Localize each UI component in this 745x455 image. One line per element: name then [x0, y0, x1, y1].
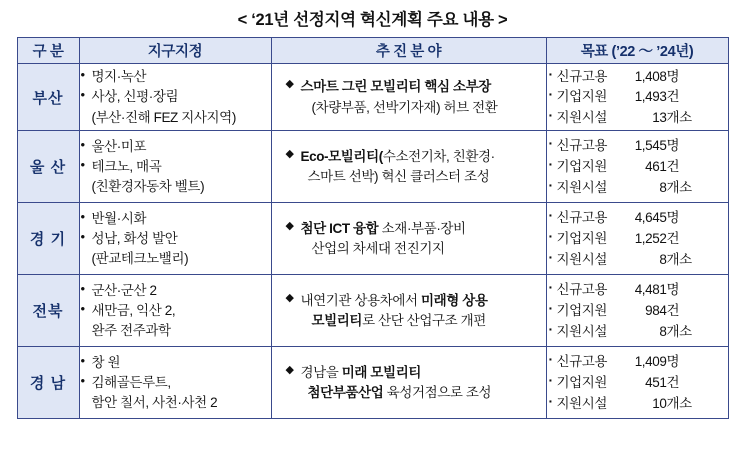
table-row: [17, 64, 728, 131]
goal-label: 지원시설: [556, 110, 608, 126]
list-item: 산업의 차세대 전진기지: [311, 241, 445, 256]
goal-unit: 명: [666, 138, 680, 154]
list-item: (판교테크노밸리): [91, 251, 189, 267]
goal-value: 1,493: [634, 89, 667, 105]
list-item: [547, 301, 728, 320]
goal-unit: 개소: [666, 395, 692, 411]
goal-cell: [546, 131, 728, 203]
list-item: [547, 352, 728, 371]
plan-list: [286, 291, 546, 330]
table-row: [17, 131, 728, 203]
column-header-goal: 목표 (’22 ～ ’24년): [546, 38, 728, 64]
goal-label: 지원시설: [556, 179, 608, 195]
goal-unit: 명: [666, 210, 680, 226]
list-item: [547, 157, 728, 176]
list-item: [286, 219, 546, 238]
plan-text: 내연기관 상용차에서: [300, 292, 421, 308]
table-row: [17, 275, 728, 347]
list-item: [547, 108, 728, 127]
region-cell: 부산: [17, 64, 79, 131]
plan-text-bold: 모빌리티: [311, 313, 363, 328]
list-item: [286, 77, 546, 96]
column-header-field: 추 진 분 야: [271, 38, 546, 64]
goal-list: [547, 280, 728, 340]
goal-value: 8: [659, 323, 667, 339]
goal-unit: 건: [666, 158, 680, 174]
plan-text-bold: 스마트 그린 모빌리티 핵심 소부장: [300, 79, 491, 95]
list-item: [547, 67, 728, 86]
district-cell: [79, 64, 271, 131]
goal-unit: 개소: [666, 251, 692, 267]
goal-value: 13: [652, 110, 667, 126]
goal-list: [547, 208, 728, 268]
column-header-district: 지구지정: [79, 38, 271, 64]
goal-label: 기업지원: [556, 230, 608, 246]
field-cell: [271, 347, 546, 419]
goal-label: 기업지원: [556, 158, 608, 174]
plan-text-bold: 미래 모빌리티: [341, 364, 421, 380]
list-item: • 울산·미포: [80, 137, 271, 156]
list-item: (부산·진해 FEZ 지사지역): [91, 109, 236, 125]
district-list: [80, 137, 271, 196]
goal-cell: [546, 275, 728, 347]
region-cell: 전북: [17, 275, 79, 347]
plan-text-bold: 첨단부품산업: [307, 385, 384, 400]
goal-value: 8: [659, 179, 667, 195]
list-item: [286, 311, 546, 330]
goal-unit: 개소: [666, 323, 692, 339]
list-item: [547, 394, 728, 413]
plan-text: 경남을: [300, 364, 342, 380]
list-item: [547, 208, 728, 227]
list-item: • 군산·군산 2: [80, 281, 271, 300]
field-cell: [271, 131, 546, 203]
district-cell: [79, 347, 271, 419]
goal-unit: 명: [666, 68, 680, 84]
plan-text: 소재·부품·장비: [378, 220, 466, 236]
goal-cell: [546, 64, 728, 131]
goal-value: 461: [645, 158, 667, 174]
list-item: • 테크노, 매곡: [80, 157, 271, 176]
plan-text-bold: Eco-모빌리티(: [300, 148, 383, 164]
district-list: [80, 67, 271, 126]
goal-unit: 건: [666, 89, 680, 105]
goal-unit: 개소: [666, 110, 692, 126]
list-item: [286, 147, 546, 166]
list-item: • 창 원: [80, 353, 271, 372]
plan-text-bold: 미래형 상용: [420, 292, 488, 308]
goal-unit: 명: [666, 354, 680, 370]
goal-value: 1,408: [634, 68, 667, 84]
goal-list: [547, 136, 728, 196]
table-row: [17, 203, 728, 275]
list-item: • 반월·시화: [80, 209, 271, 228]
region-cell: 경 남: [17, 347, 79, 419]
list-item: [547, 87, 728, 106]
goal-label: 기업지원: [556, 302, 608, 318]
goal-unit: 개소: [666, 179, 692, 195]
list-item: [286, 363, 546, 382]
goal-list: [547, 352, 728, 412]
list-item: [286, 383, 546, 402]
goal-label: 신규고용: [556, 68, 608, 84]
district-cell: [79, 131, 271, 203]
district-list: [80, 353, 271, 412]
field-cell: [271, 64, 546, 131]
goal-label: 기업지원: [556, 89, 608, 105]
goal-unit: 명: [666, 282, 680, 298]
district-list: [80, 209, 271, 268]
plan-text: 수소전기차, 친환경·: [382, 148, 495, 164]
district-list: [80, 281, 271, 340]
goal-label: 기업지원: [556, 374, 608, 390]
goal-cell: [546, 347, 728, 419]
plan-list: [286, 147, 546, 186]
list-item: • 성남, 화성 발안: [80, 229, 271, 248]
list-item: 완주 전주과학: [91, 323, 171, 339]
goal-value: 1,252: [634, 230, 667, 246]
goal-value: 10: [652, 395, 667, 411]
goal-list: [547, 67, 728, 127]
table-body: [17, 64, 728, 419]
goal-unit: 건: [666, 230, 680, 246]
goal-label: 신규고용: [556, 138, 608, 154]
goal-cell: [546, 203, 728, 275]
region-cell: 경 기: [17, 203, 79, 275]
goal-label: 신규고용: [556, 354, 608, 370]
goal-value: 451: [645, 374, 667, 390]
list-item: [547, 280, 728, 299]
goal-value: 8: [659, 251, 667, 267]
goal-value: 1,409: [634, 354, 667, 370]
innovation-plan-table: [17, 37, 729, 419]
plan-text: 육성거점으로 조성: [383, 385, 492, 400]
plan-list: [286, 363, 546, 402]
page-title: < ‘21년 선정지역 혁신계획 주요 내용 >: [237, 11, 508, 29]
field-cell: [271, 203, 546, 275]
table-row: [17, 347, 728, 419]
list-item: (차량부품, 선박기자재) 허브 전환: [311, 99, 498, 115]
list-item: [547, 136, 728, 155]
list-item: • 김해골든루트,: [80, 373, 271, 392]
plan-list: [286, 77, 546, 116]
list-item: [547, 322, 728, 341]
list-item: [547, 373, 728, 392]
goal-value: 4,645: [634, 210, 667, 226]
goal-label: 신규고용: [556, 210, 608, 226]
field-cell: [271, 275, 546, 347]
district-cell: [79, 275, 271, 347]
list-item: 스마트 선박) 혁신 클러스터 조성: [307, 169, 490, 184]
goal-value: 4,481: [634, 282, 667, 298]
list-item: (친환경자동차 벨트): [91, 179, 205, 195]
region-cell: 울 산: [17, 131, 79, 203]
goal-value: 984: [645, 302, 667, 318]
goal-unit: 건: [666, 302, 680, 318]
list-item: [547, 250, 728, 269]
district-cell: [79, 203, 271, 275]
goal-label: 지원시설: [556, 395, 608, 411]
plan-text: 로 산단 산업구조 개편: [362, 313, 486, 328]
table-header-row: [17, 38, 728, 64]
list-item: [547, 178, 728, 197]
goal-label: 신규고용: [556, 282, 608, 298]
goal-label: 지원시설: [556, 251, 608, 267]
list-item: [547, 229, 728, 248]
plan-text-bold: 첨단 ICT 융합: [300, 220, 379, 236]
goal-label: 지원시설: [556, 323, 608, 339]
goal-unit: 건: [666, 374, 680, 390]
goal-value: 1,545: [634, 138, 667, 154]
list-item: • 사상, 신평·장림: [80, 87, 271, 106]
column-header-region: 구 분: [17, 38, 79, 64]
list-item: 함안 칠서, 사천·사천 2: [91, 395, 218, 411]
list-item: [286, 291, 546, 310]
list-item: • 새만금, 익산 2,: [80, 301, 271, 320]
list-item: • 명지·녹산: [80, 67, 271, 86]
plan-list: [286, 219, 546, 258]
